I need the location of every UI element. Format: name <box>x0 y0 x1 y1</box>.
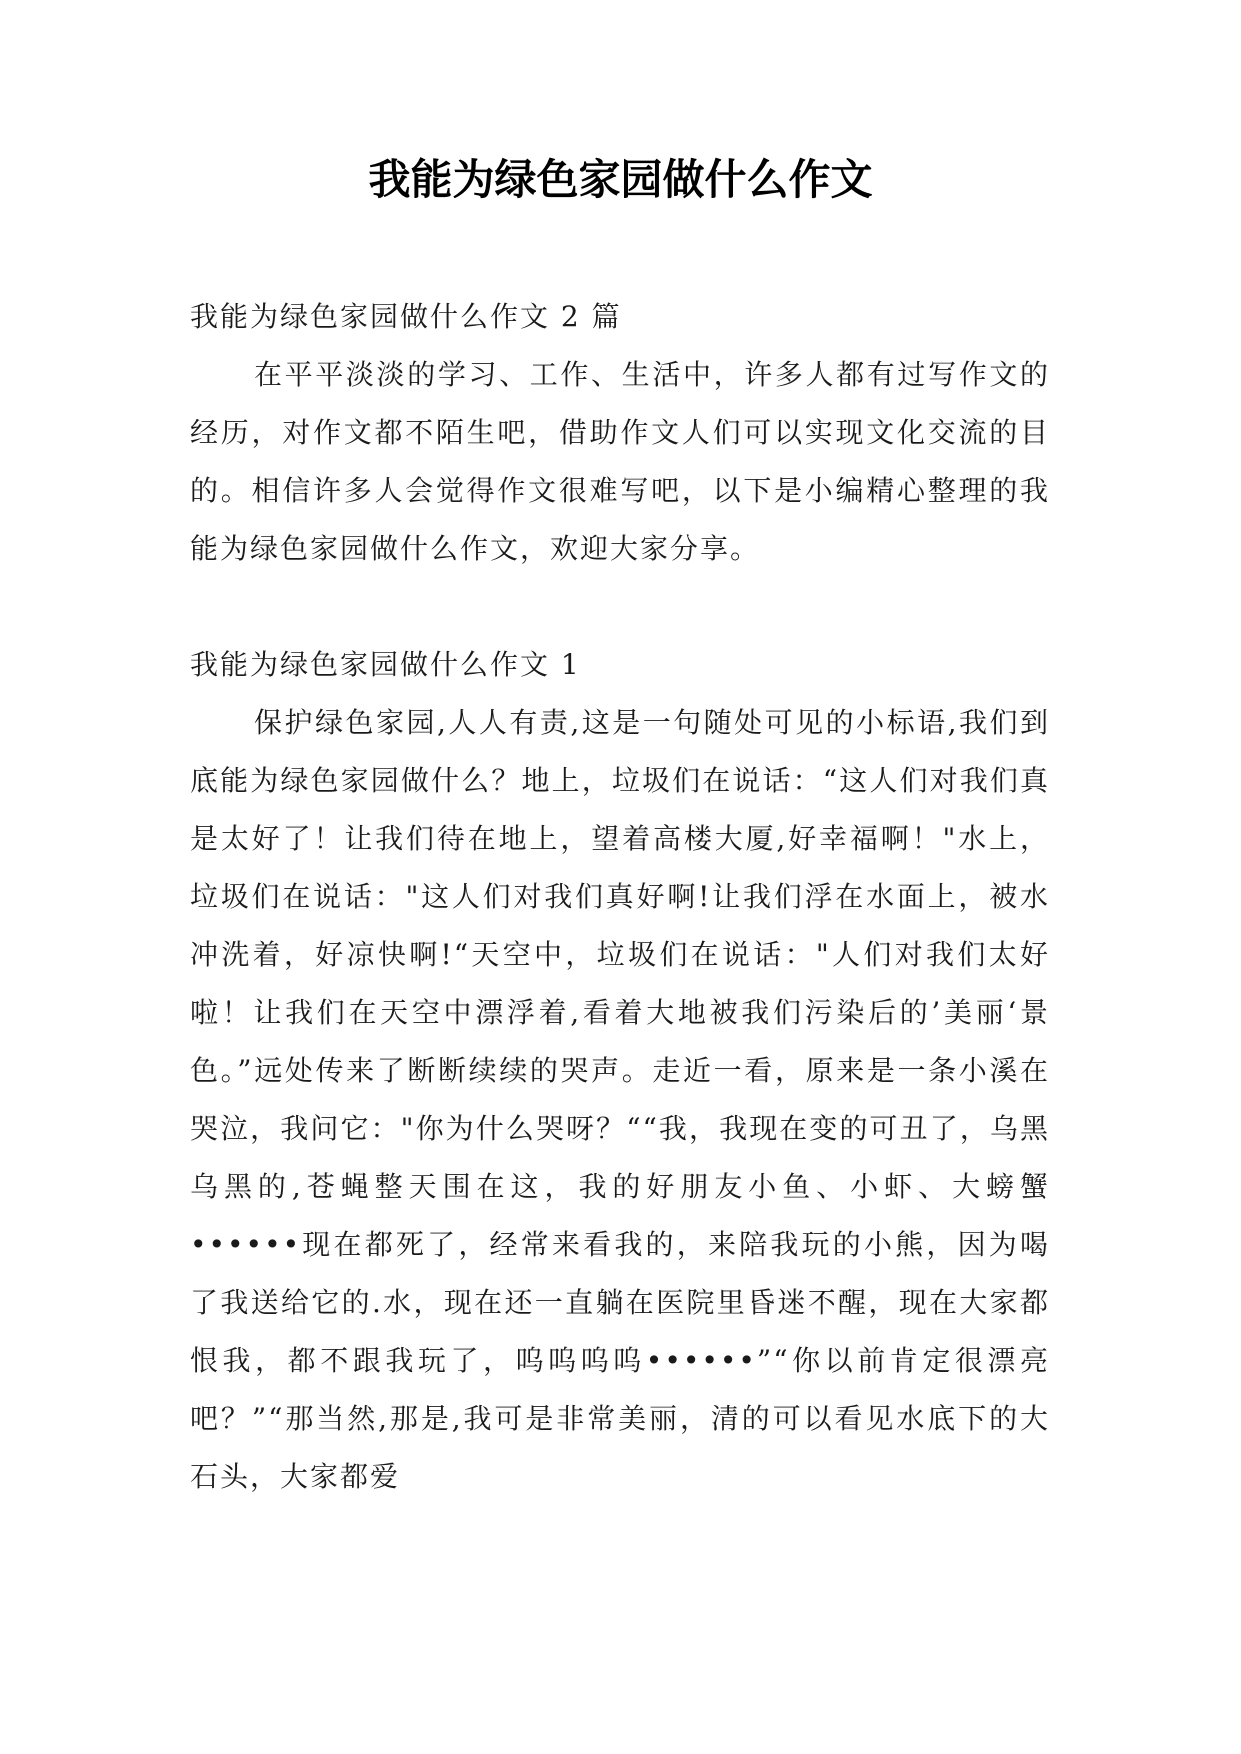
essay-1-heading: 我能为绿色家园做什么作文 1 <box>190 648 581 681</box>
intro-heading: 我能为绿色家园做什么作文 2 篇 <box>190 300 622 333</box>
section-spacer <box>190 578 1050 636</box>
document-title: 我能为绿色家园做什么作文 <box>368 155 873 204</box>
essay-1-paragraph: 保护绿色家园,人人有责,这是一句随处可见的小标语,我们到底能为绿色家园做什么？地上，垃圾们在说话：“这人们对我们真是太好了！让我们待在地上，望着高楼大厦,好幸福啊！"水上，垃圾们在说话："这人们对我们真好啊!让我们浮在水面上，被水冲洗着，好凉快啊!“天空中，垃圾们在说话："人们对我们太好啦！让我们在天空中漂浮着,看着大地被我们污染后的’美丽‘景色。”远处传来了断断续续的哭声。走近一看，原来是一条小溪在哭泣，我问它："你为什么哭呀？““我，我现在变的可丑了，乌黑乌黑的,苍蝇整天围在这，我的好朋友小鱼、小虾、大螃蟹••••••现在都死了，经常来看我的，来陪我玩的小熊，因为喝了我送给它的.水，现在还一直躺在医院里昏迷不醒，现在大家都恨我，都不跟我玩了，呜呜呜呜••••••”“你以前肯定很漂亮吧？”“那当然,那是,我可是非常美丽，清的可以看见水底下的大石头，大家都爱 <box>190 706 1050 1493</box>
intro-paragraph: 在平平淡淡的学习、工作、生活中，许多人都有过写作文的经历，对作文都不陌生吧，借助作文人们可以实现文化交流的目的。相信许多人会觉得作文很难写吧，以下是小编精心整理的我能为绿色家园做什么作文，欢迎大家分享。 <box>190 358 1050 565</box>
document-body <box>190 288 1050 1506</box>
